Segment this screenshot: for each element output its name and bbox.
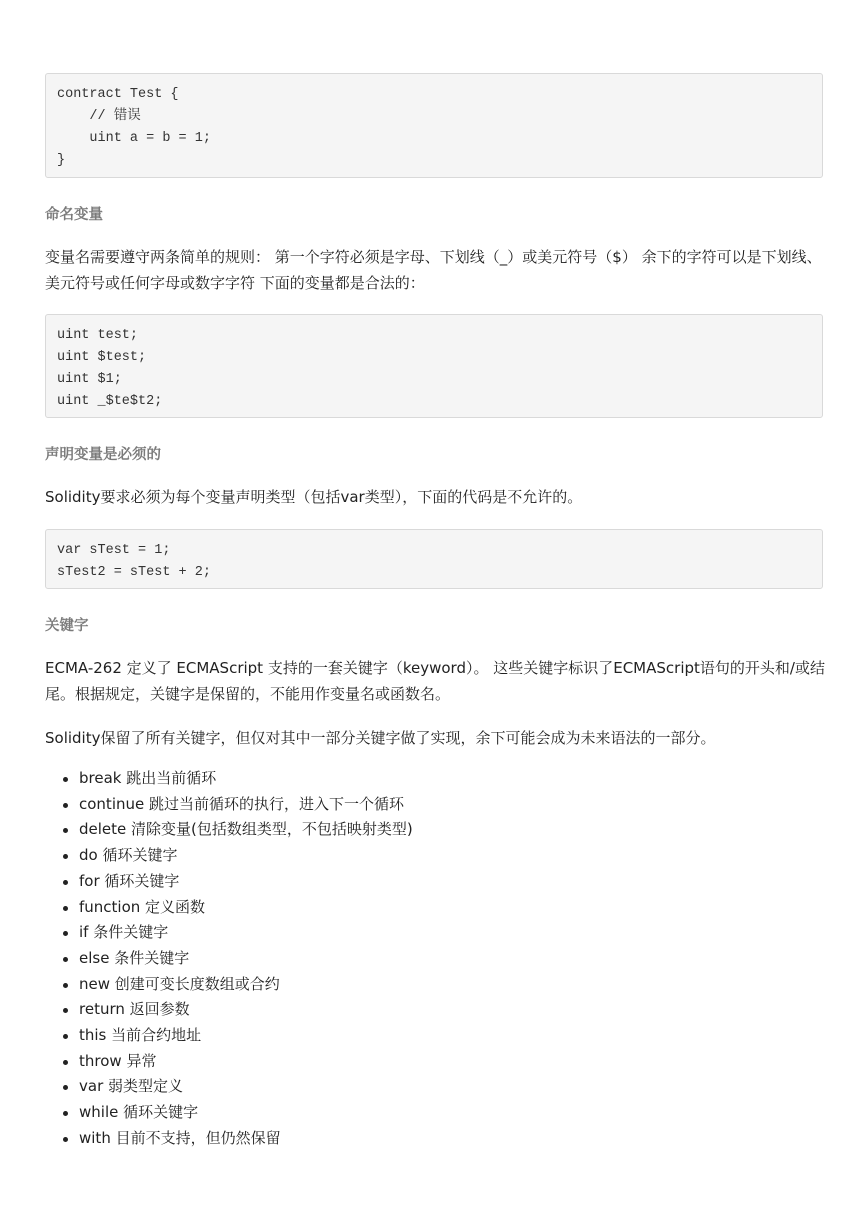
list-item: while 循环关键字: [62, 1100, 413, 1126]
code-block-contract: [45, 73, 823, 178]
list-item: new 创建可变长度数组或合约: [62, 972, 413, 998]
code-line: contract Test {: [57, 87, 179, 102]
list-item: delete 清除变量(包括数组类型，不包括映射类型): [62, 817, 413, 843]
paragraph-naming-rules: 变量名需要遵守两条简单的规则： 第一个字符必须是字母、下划线（_）或美元符号（$） 余下的字符可以是下划线、美元符号或任何字母或数字字符 下面的变量都是合法的：: [45, 248, 822, 292]
list-item: if 条件关键字: [62, 920, 413, 946]
code-line: var sTest = 1;: [57, 543, 171, 558]
code-line: uint a = b = 1;: [57, 131, 211, 146]
code-line: // 错误: [57, 109, 141, 124]
list-item: this 当前合约地址: [62, 1023, 413, 1049]
heading-keywords: 关键字: [45, 618, 89, 634]
paragraph-declare-required: Solidity要求必须为每个变量声明类型（包括var类型），下面的代码是不允许的。: [45, 488, 583, 506]
list-item: function 定义函数: [62, 895, 413, 921]
code-line: uint $test;: [57, 350, 147, 365]
list-item: else 条件关键字: [62, 946, 413, 972]
code-line: uint _$te$t2;: [57, 394, 163, 409]
code-line: }: [57, 153, 66, 168]
list-item: throw 异常: [62, 1049, 413, 1075]
keywords-list: [62, 766, 413, 1152]
heading-declare-required: 声明变量是必须的: [45, 447, 161, 463]
heading-naming-variables: 命名变量: [45, 207, 103, 223]
list-item: return 返回参数: [62, 997, 413, 1023]
code-line: sTest2 = sTest + 2;: [57, 565, 211, 580]
list-item: continue 跳过当前循环的执行，进入下一个循环: [62, 792, 413, 818]
list-item: for 循环关键字: [62, 869, 413, 895]
code-line: uint $1;: [57, 372, 122, 387]
list-item: break 跳出当前循环: [62, 766, 413, 792]
paragraph-keywords-reserved: Solidity保留了所有关键字，但仅对其中一部分关键字做了实现，余下可能会成为未来语法的一部分。: [45, 729, 716, 747]
code-block-valid-names: [45, 314, 823, 418]
code-line: uint test;: [57, 328, 139, 343]
code-block-invalid: [45, 529, 823, 589]
list-item: do 循环关键字: [62, 843, 413, 869]
list-item: with 目前不支持，但仍然保留: [62, 1126, 413, 1152]
list-item: var 弱类型定义: [62, 1074, 413, 1100]
paragraph-keywords-definition: ECMA-262 定义了 ECMAScript 支持的一套关键字（keyword）。 这些关键字标识了ECMAScript语句的开头和/或结尾。根据规定，关键字是保留的，不能用作变量名或函数名。: [45, 659, 825, 703]
